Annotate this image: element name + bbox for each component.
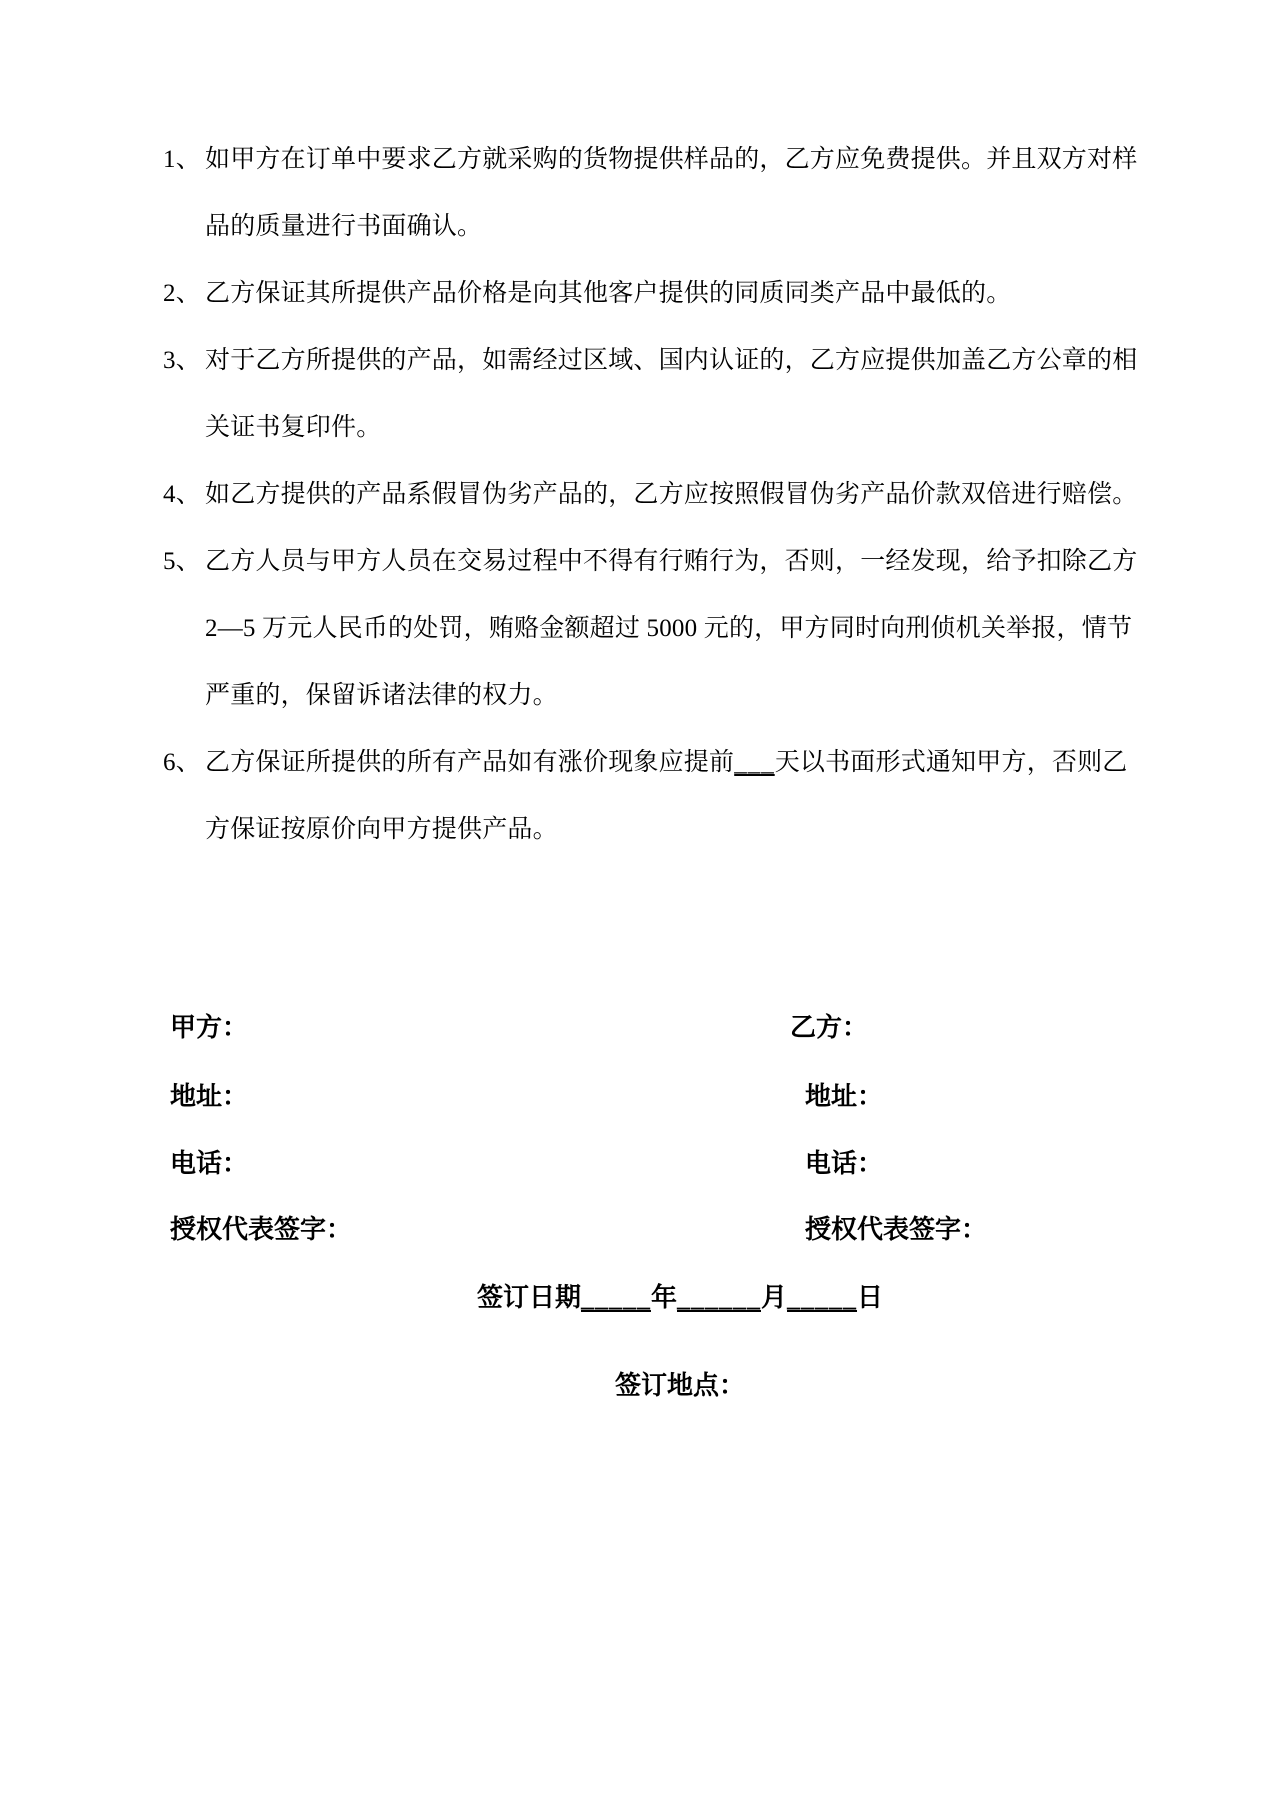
clause-1-text-cont: 品的质量进行书面确认。 [205,213,483,240]
signature-phone-row [0,1146,1280,1186]
clause-6-text-cont: 方保证按原价向甲方提供产品。 [205,816,558,843]
clause-5-line-2 [205,612,1205,646]
party-b-representative-label: 授权代表签字： [805,1215,988,1244]
clause-3-text-cont: 关证书复印件。 [205,414,382,441]
party-a-address-label: 地址： [170,1082,249,1111]
clause-3-line-1 [163,344,1163,378]
clause-5-line-1 [163,545,1163,579]
signing-place-label: 签订地点： [614,1371,745,1400]
clause-3-number: 3、 [163,347,201,374]
clause-5-line-3 [205,679,1205,713]
clause-6-line-1 [163,746,1163,780]
clause-6-text-post: 天以书面形式通知甲方，否则乙 [774,749,1128,776]
year-fill-in-blank: _____ [580,1283,651,1312]
days-fill-in-blank: ___ [734,749,775,776]
clause-1-line-2 [205,210,1205,244]
clause-6-line-2 [205,813,1205,847]
party-a-label: 甲方： [170,1013,249,1042]
signing-date-line [163,1280,1157,1316]
clause-2-line-1 [163,277,1163,311]
signature-party-row [0,1010,1280,1050]
clause-6-text-pre: 乙方保证所提供的所有产品如有涨价现象应提前 [205,749,735,776]
day-label: 日 [857,1283,884,1312]
clause-1-text: 如甲方在订单中要求乙方就采购的货物提供样品的，乙方应免费提供。并且双方对样 [205,146,1138,173]
party-b-phone-label: 电话： [805,1149,884,1178]
clause-4-line-1 [163,478,1163,512]
party-a-representative-label: 授权代表签字： [170,1215,353,1244]
clause-4-number: 4、 [163,481,201,508]
signing-date-label: 签订日期 [476,1283,581,1312]
party-a-phone-label: 电话： [170,1149,249,1178]
year-label: 年 [650,1283,677,1312]
month-fill-in-blank: ______ [677,1283,761,1312]
party-b-address-label: 地址： [805,1082,884,1111]
clause-5-number: 5、 [163,548,201,575]
clause-4-text: 如乙方提供的产品系假冒伪劣产品的，乙方应按照假冒伪劣产品价款双倍进行赔偿。 [205,481,1138,508]
day-fill-in-blank: _____ [787,1283,858,1312]
clause-3-line-2 [205,411,1205,445]
clause-5-text: 乙方人员与甲方人员在交易过程中不得有行贿行为，否则，一经发现，给予扣除乙方 [205,548,1138,575]
clause-2-number: 2、 [163,280,201,307]
signing-place-line [163,1368,1157,1404]
clause-1-line-1 [163,143,1163,177]
month-label: 月 [761,1283,788,1312]
clause-2-text: 乙方保证其所提供产品价格是向其他客户提供的同质同类产品中最低的。 [205,280,1012,307]
signature-address-row [0,1079,1280,1119]
clause-5-text-cont-1: 2—5 万元人民币的处罚，贿赂金额超过 5000 元的，甲方同时向刑侦机关举报，情节 [205,615,1133,642]
clause-3-text: 对于乙方所提供的产品，如需经过区域、国内认证的，乙方应提供加盖乙方公章的相 [205,347,1138,374]
party-b-label: 乙方： [790,1013,869,1042]
clause-6-number: 6、 [163,749,201,776]
clause-1-number: 1、 [163,146,201,173]
signature-representative-row [0,1212,1280,1252]
clause-5-text-cont-2: 严重的，保留诉诸法律的权力。 [205,682,558,709]
